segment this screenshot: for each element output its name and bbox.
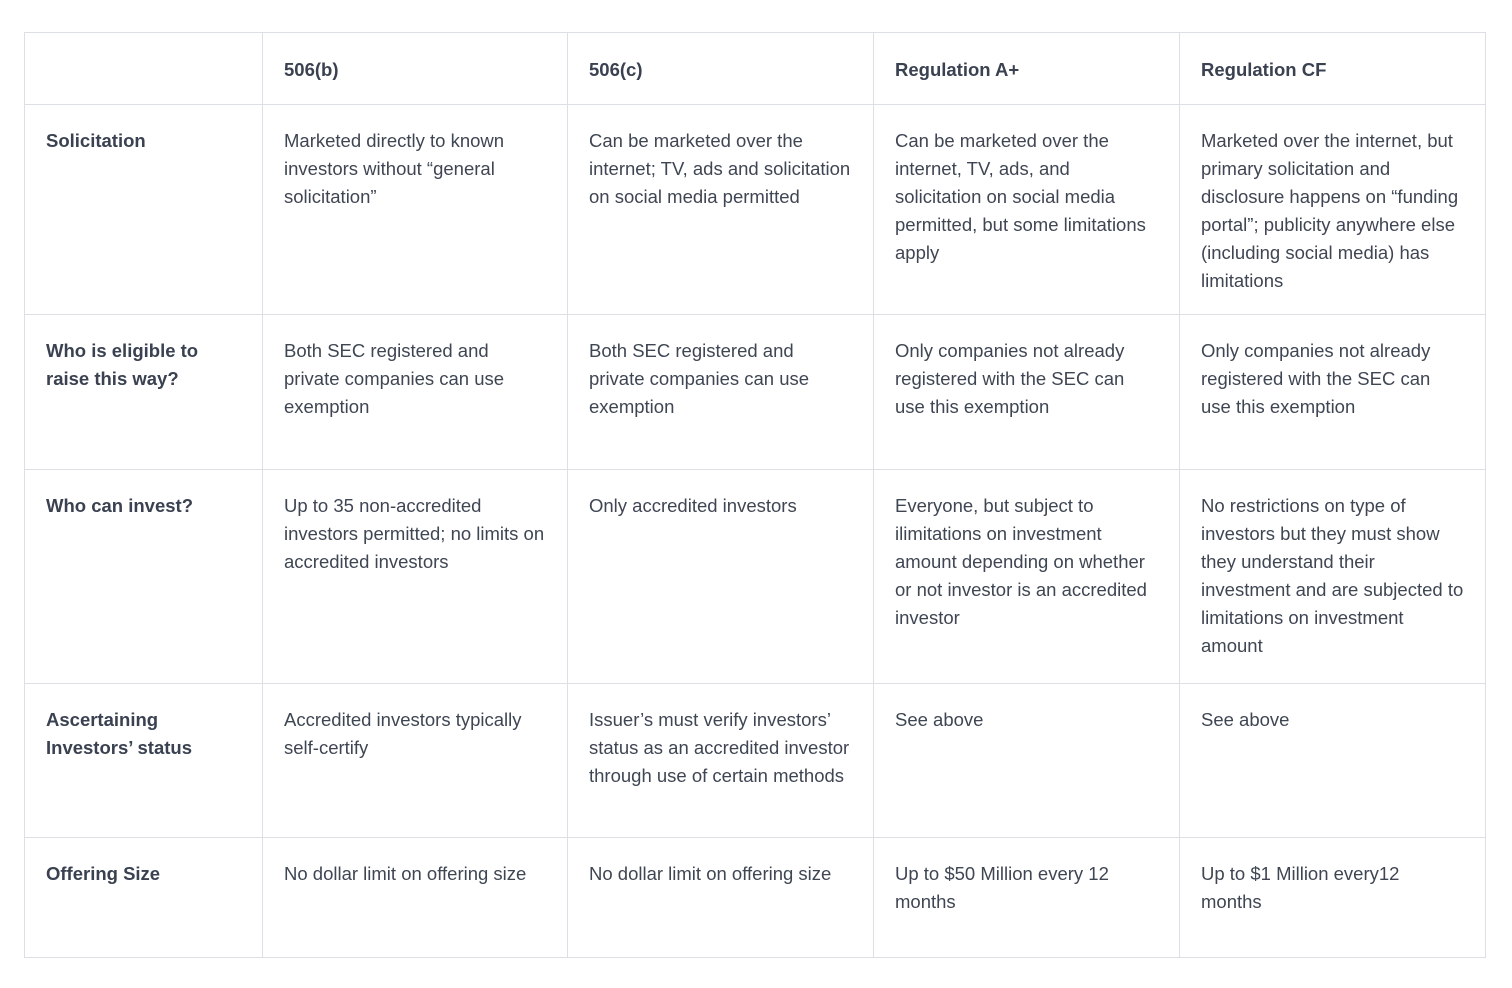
table-row-solicitation	[25, 105, 1486, 315]
table-cell: Can be marketed over the internet, TV, ads, and solicitation on social media permitted, but some limitations apply	[874, 105, 1180, 315]
table-cell: Both SEC registered and private companies can use exemption	[568, 315, 874, 470]
row-label: Who is eligible to raise this way?	[25, 315, 263, 470]
table-row-who-can-invest	[25, 470, 1486, 684]
table-cell: Only companies not already registered with the SEC can use this exemption	[1180, 315, 1486, 470]
column-header-506b: 506(b)	[263, 33, 568, 105]
table-cell: Only accredited investors	[568, 470, 874, 684]
table-cell: Marketed over the internet, but primary solicitation and disclosure happens on “funding portal”; publicity anywhere else (including social media) has limitations	[1180, 105, 1486, 315]
table-cell: Can be marketed over the internet; TV, ads and solicitation on social media permitted	[568, 105, 874, 315]
table-cell: No dollar limit on offering size	[263, 838, 568, 958]
table-cell: Everyone, but subject to ilimitations on investment amount depending on whether or not investor is an accredited investor	[874, 470, 1180, 684]
table-cell: Only companies not already registered with the SEC can use this exemption	[874, 315, 1180, 470]
row-label: Who can invest?	[25, 470, 263, 684]
table-cell: Up to $50 Million every 12 months	[874, 838, 1180, 958]
row-label: Offering Size	[25, 838, 263, 958]
column-header-regulation-cf: Regulation CF	[1180, 33, 1486, 105]
table-cell: See above	[874, 684, 1180, 838]
table-cell: Up to $1 Million every12 months	[1180, 838, 1486, 958]
table-cell: Both SEC registered and private companies can use exemption	[263, 315, 568, 470]
row-label: Ascertaining Investors’ status	[25, 684, 263, 838]
comparison-table	[24, 32, 1486, 958]
table-cell: Up to 35 non-accredited investors permitted; no limits on accredited investors	[263, 470, 568, 684]
row-label: Solicitation	[25, 105, 263, 315]
column-header-regulation-a-plus: Regulation A+	[874, 33, 1180, 105]
table-cell: Accredited investors typically self-certify	[263, 684, 568, 838]
corner-cell	[25, 33, 263, 105]
header-row	[25, 33, 1486, 105]
table-cell: Marketed directly to known investors without “general solicitation”	[263, 105, 568, 315]
table-row-eligibility	[25, 315, 1486, 470]
column-header-506c: 506(c)	[568, 33, 874, 105]
table-cell: No restrictions on type of investors but they must show they understand their investment and are subjected to limitations on investment amount	[1180, 470, 1486, 684]
table-cell: See above	[1180, 684, 1486, 838]
table-cell: No dollar limit on offering size	[568, 838, 874, 958]
table-row-investor-status	[25, 684, 1486, 838]
table-row-offering-size	[25, 838, 1486, 958]
table-cell: Issuer’s must verify investors’ status as an accredited investor through use of certain methods	[568, 684, 874, 838]
